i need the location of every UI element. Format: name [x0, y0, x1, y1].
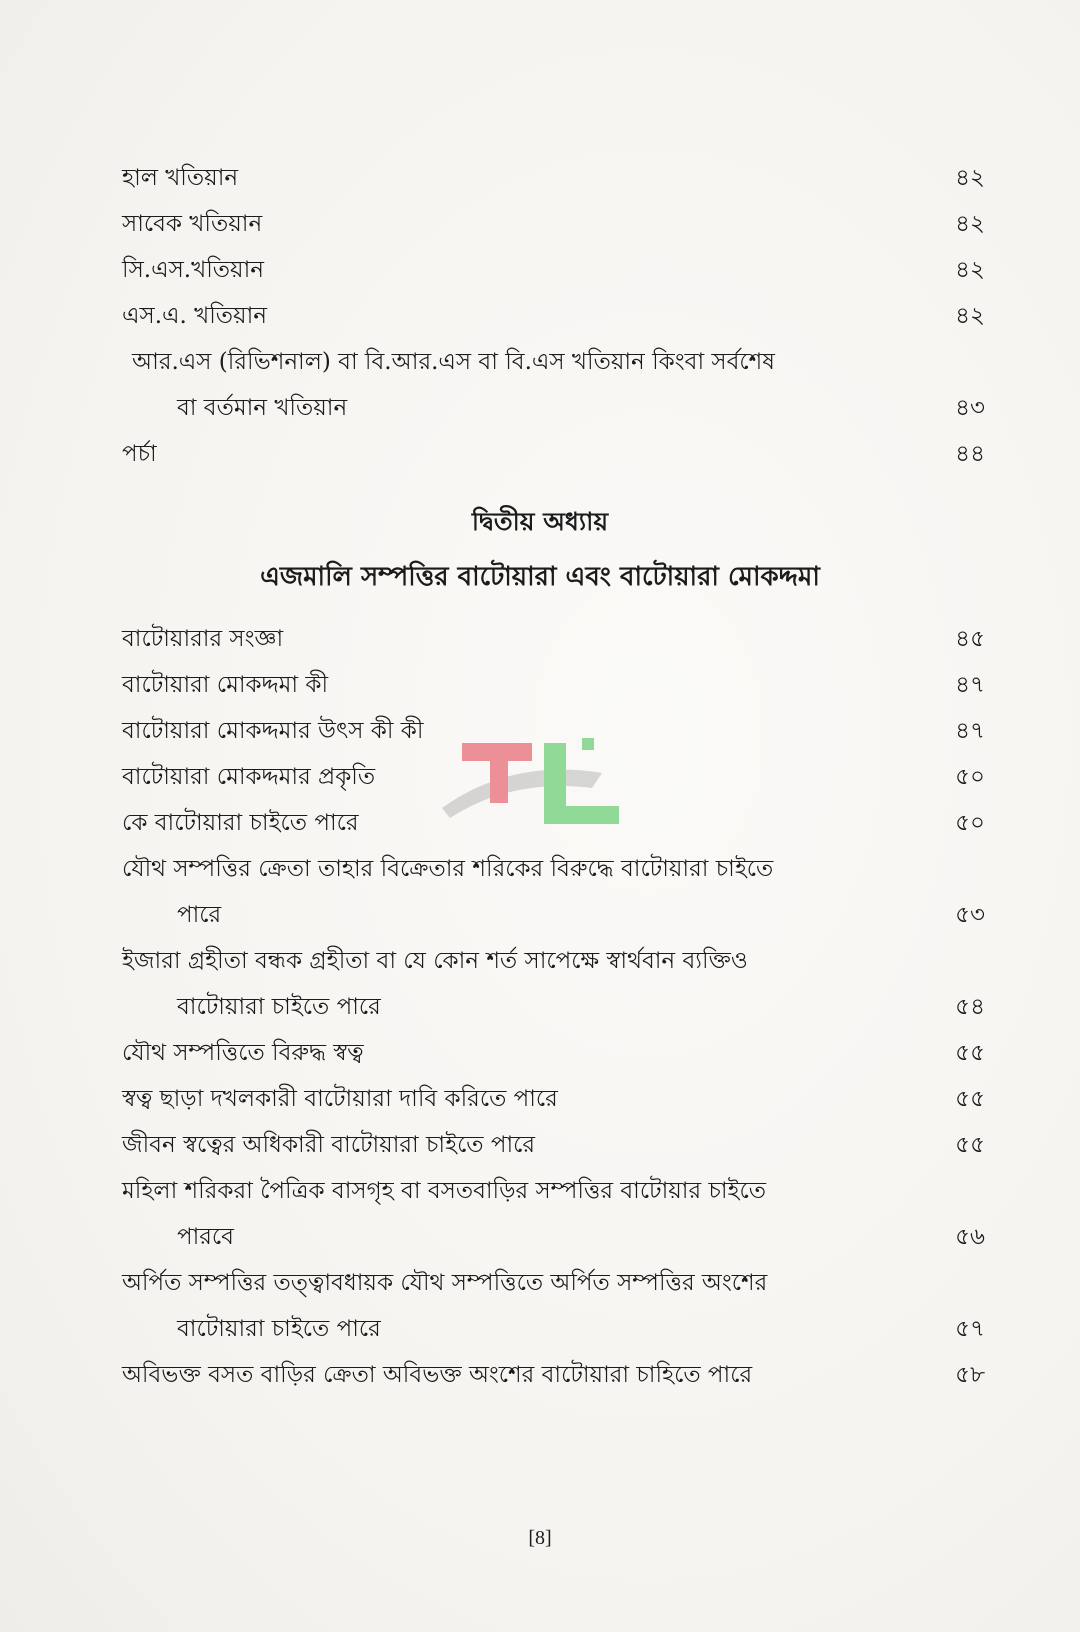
toc-entry-line2	[122, 385, 990, 431]
toc-entry	[122, 1030, 990, 1076]
toc-entry-title-continued: পারে	[177, 902, 222, 928]
toc-entry-page: ৫৫	[955, 1132, 985, 1158]
toc-entry-line2	[122, 1306, 990, 1352]
toc-entry-title: বাটোয়ারা মোকদ্দমার প্রকৃতি	[122, 764, 376, 790]
toc-entry-title: মহিলা শরিকরা পৈত্রিক বাসগৃহ বা বসতবাড়ির সম্পত্তির বাটোয়ার চাইতে	[122, 1178, 766, 1204]
toc-entry-page: ৪২	[955, 303, 985, 329]
toc-entry-title: স্বত্ব ছাড়া দখলকারী বাটোয়ারা দাবি করিতে পারে	[122, 1086, 558, 1112]
toc-section-2	[122, 616, 990, 1398]
chapter-subtitle: এজমালি সম্পত্তির বাটোয়ারা এবং বাটোয়ারা মোকদ্দমা	[260, 562, 820, 592]
toc-entry-title: আর.এস (রিভিশনাল) বা বি.আর.এস বা বি.এস খতিয়ান কিংবা সর্বশেষ	[132, 349, 775, 375]
toc-entry-title: কে বাটোয়ারা চাইতে পারে	[122, 810, 359, 836]
toc-entry-title: সি.এস.খতিয়ান	[122, 257, 264, 283]
toc-entry	[122, 1122, 990, 1168]
toc-entry-title: এস.এ. খতিয়ান	[122, 303, 268, 329]
toc-entry-line1	[122, 1168, 990, 1214]
toc-entry-page: ৪৩	[955, 395, 985, 421]
toc-entry-page: ৫৬	[955, 1224, 985, 1250]
toc-entry-title: পর্চা	[122, 441, 157, 467]
toc-entry	[122, 1352, 990, 1398]
toc-entry-line2	[122, 984, 990, 1030]
toc-entry	[122, 616, 990, 662]
toc-entry-title-continued: বা বর্তমান খতিয়ান	[177, 395, 348, 421]
toc-entry	[122, 431, 990, 477]
toc-entry	[122, 155, 990, 201]
toc-entry	[122, 247, 990, 293]
toc-entry-page: ৫৩	[955, 902, 985, 928]
toc-entry-page: ৪৭	[955, 718, 985, 744]
toc-entry-page: ৫৪	[955, 994, 985, 1020]
toc-entry-title: যৌথ সম্পত্তির ক্রেতা তাহার বিক্রেতার শরিকের বিরুদ্ধে বাটোয়ারা চাইতে	[122, 856, 774, 882]
toc-entry-line1	[122, 1260, 990, 1306]
toc-entry-title: জীবন স্বত্বের অধিকারী বাটোয়ারা চাইতে পারে	[122, 1132, 536, 1158]
toc-entry-title-continued: বাটোয়ারা চাইতে পারে	[177, 994, 381, 1020]
toc-entry	[122, 662, 990, 708]
toc-entry	[122, 201, 990, 247]
toc-entry-line2	[122, 1214, 990, 1260]
toc-entry-page: ৫৮	[955, 1362, 985, 1388]
toc-entry-page: ৫৭	[955, 1316, 985, 1342]
chapter-heading: দ্বিতীয় অধ্যায়	[471, 507, 609, 536]
toc-entry-page: ৪২	[955, 211, 985, 237]
toc-entry-line1	[122, 938, 990, 984]
page-number: [8]	[528, 1527, 552, 1549]
toc-entry-title: হাল খতিয়ান	[122, 165, 239, 191]
toc-entry-page: ৫০	[955, 810, 985, 836]
toc-entry-title: ইজারা গ্রহীতা বন্ধক গ্রহীতা বা যে কোন শর্ত সাপেক্ষে স্বার্থবান ব্যক্তিও	[122, 948, 748, 974]
toc-entry-page: ৪২	[955, 257, 985, 283]
toc-entry-page: ৪৫	[955, 626, 985, 652]
toc-entry-page: ৪৪	[955, 441, 985, 467]
toc-entry-title-continued: বাটোয়ারা চাইতে পারে	[177, 1316, 381, 1342]
toc-entry	[122, 708, 990, 754]
toc-entry-page: ৫০	[955, 764, 985, 790]
toc-entry	[122, 1076, 990, 1122]
toc-entry-title: বাটোয়ারা মোকদ্দমা কী	[122, 672, 329, 698]
toc-entry-line1	[122, 339, 990, 385]
toc-entry-title: বাটোয়ারা মোকদ্দমার উৎস কী কী	[122, 718, 424, 744]
toc-entry-title: বাটোয়ারার সংজ্ঞা	[122, 626, 284, 652]
toc-entry-page: ৫৫	[955, 1086, 985, 1112]
toc-entry	[122, 293, 990, 339]
toc-entry	[122, 754, 990, 800]
toc-entry-title: যৌথ সম্পত্তিতে বিরুদ্ধ স্বত্ব	[122, 1040, 364, 1066]
toc-entry-page: ৪২	[955, 165, 985, 191]
toc-section-1	[122, 155, 990, 477]
toc-entry-title: অর্পিত সম্পত্তির তত্ত্বাবধায়ক যৌথ সম্পত্তিতে অর্পিত সম্পত্তির অংশের	[122, 1270, 768, 1296]
toc-entry-page: ৪৭	[955, 672, 985, 698]
toc-entry	[122, 800, 990, 846]
toc-entry-line2	[122, 892, 990, 938]
toc-entry-line1	[122, 846, 990, 892]
toc-entry-title: সাবেক খতিয়ান	[122, 211, 263, 237]
toc-entry-page: ৫৫	[955, 1040, 985, 1066]
toc-entry-title: অবিভক্ত বসত বাড়ির ক্রেতা অবিভক্ত অংশের বাটোয়ারা চাহিতে পারে	[122, 1362, 753, 1388]
toc-entry-title-continued: পারবে	[177, 1224, 234, 1250]
